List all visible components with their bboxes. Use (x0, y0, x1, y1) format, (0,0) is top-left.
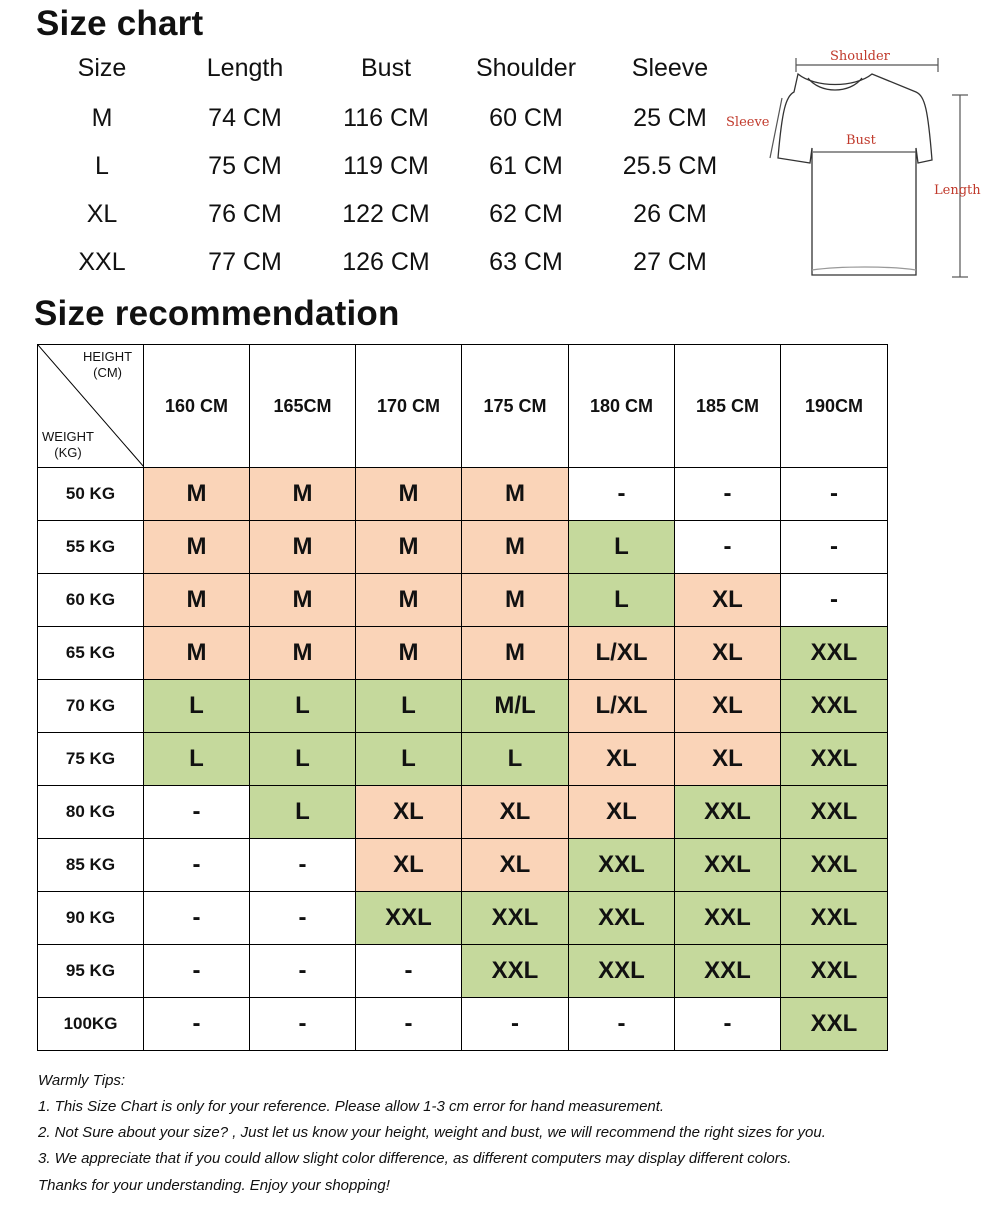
table-row (38, 786, 888, 839)
size-chart-cell: L (95, 152, 109, 180)
weight-label: 50 KG (38, 468, 144, 521)
corner-cell (38, 345, 144, 468)
size-cell: L (462, 733, 569, 786)
table-row (38, 468, 888, 521)
size-cell: - (144, 839, 250, 892)
table-row (38, 627, 888, 680)
size-cell: XL (675, 733, 781, 786)
size-cell: XXL (675, 839, 781, 892)
size-cell: L/XL (569, 627, 675, 680)
tip-line: 2. Not Sure about your size? , Just let us know your height, weight and bust, we will recommend the right sizes for you. (38, 1124, 826, 1141)
size-chart-cell: XXL (78, 248, 126, 276)
sleeve-label: Sleeve (726, 115, 770, 130)
height-header: 190CM (781, 345, 888, 468)
size-cell: XXL (462, 945, 569, 998)
tip-line: 3. We appreciate that if you could allow slight color difference, as different computers may display different colors. (38, 1150, 792, 1167)
height-header: 170 CM (356, 345, 462, 468)
size-recommendation-table (37, 344, 888, 1051)
size-cell: XXL (569, 892, 675, 945)
weight-label: 95 KG (38, 945, 144, 998)
size-cell: M (356, 521, 462, 574)
size-cell: - (144, 786, 250, 839)
size-cell: - (675, 468, 781, 521)
table-row (38, 574, 888, 627)
size-cell: XL (675, 574, 781, 627)
size-cell: M (462, 574, 569, 627)
size-cell: M (356, 627, 462, 680)
size-cell: M (144, 627, 250, 680)
size-chart-cell: 119 CM (343, 152, 429, 180)
length-label: Length (934, 183, 981, 198)
size-cell: XXL (462, 892, 569, 945)
weight-label: 100KG (38, 998, 144, 1051)
size-cell: L (569, 521, 675, 574)
size-chart-cell: 74 CM (208, 104, 282, 132)
size-chart-header: Bust (360, 54, 412, 82)
size-cell: - (250, 892, 356, 945)
size-cell: XXL (675, 945, 781, 998)
weight-label: 70 KG (38, 680, 144, 733)
size-cell: - (356, 945, 462, 998)
table-row (38, 998, 888, 1051)
weight-label: 60 KG (38, 574, 144, 627)
size-chart-cell: 77 CM (208, 248, 282, 276)
tips-heading: Warmly Tips: (38, 1072, 126, 1089)
bust-label: Bust (846, 133, 876, 148)
size-chart-header: Length (206, 54, 284, 82)
size-chart-header: Sleeve (631, 54, 709, 82)
size-cell: XXL (569, 839, 675, 892)
size-cell: - (144, 945, 250, 998)
size-chart-cell: 26 CM (633, 200, 707, 228)
size-chart-cell: 116 CM (343, 104, 429, 132)
size-cell: XL (356, 786, 462, 839)
size-cell: M (144, 574, 250, 627)
size-cell: XXL (569, 945, 675, 998)
size-cell: - (250, 945, 356, 998)
size-cell: XXL (781, 627, 888, 680)
size-cell: - (144, 892, 250, 945)
table-row (38, 945, 888, 998)
size-cell: L (250, 786, 356, 839)
size-cell: M (356, 574, 462, 627)
height-header: 165CM (250, 345, 356, 468)
size-cell: XXL (781, 945, 888, 998)
size-cell: L (569, 574, 675, 627)
tshirt-measurement-diagram (720, 40, 990, 290)
size-cell: XL (569, 733, 675, 786)
size-cell: XL (462, 786, 569, 839)
size-cell: M (250, 521, 356, 574)
height-header: 185 CM (675, 345, 781, 468)
size-cell: XXL (781, 733, 888, 786)
weight-label: 65 KG (38, 627, 144, 680)
table-row (38, 892, 888, 945)
size-cell: M (250, 627, 356, 680)
height-header: 160 CM (144, 345, 250, 468)
size-cell: XXL (356, 892, 462, 945)
size-chart-header: Size (77, 54, 127, 82)
size-cell: M (356, 468, 462, 521)
size-cell: XL (462, 839, 569, 892)
size-chart-cell: 61 CM (489, 152, 563, 180)
size-chart-header: Shoulder (475, 54, 577, 82)
weight-label: 90 KG (38, 892, 144, 945)
table-row (38, 521, 888, 574)
size-chart-cell: 25 CM (633, 104, 707, 132)
size-chart-cell: XL (86, 200, 118, 228)
size-cell: L (144, 733, 250, 786)
size-chart-cell: 27 CM (633, 248, 707, 276)
weight-label: 85 KG (38, 839, 144, 892)
size-cell: L (356, 733, 462, 786)
size-cell: M (250, 574, 356, 627)
size-cell: M/L (462, 680, 569, 733)
size-cell: XXL (781, 998, 888, 1051)
size-cell: XL (569, 786, 675, 839)
size-cell: XXL (675, 892, 781, 945)
size-cell: XXL (781, 786, 888, 839)
tip-line: 1. This Size Chart is only for your reference. Please allow 1-3 cm error for hand measurement. (38, 1098, 665, 1115)
size-cell: M (144, 468, 250, 521)
size-cell: L/XL (569, 680, 675, 733)
size-cell: - (356, 998, 462, 1051)
size-chart-cell: 126 CM (342, 248, 430, 276)
shoulder-label: Shoulder (830, 49, 890, 64)
table-row (38, 839, 888, 892)
size-cell: - (781, 521, 888, 574)
size-cell: L (250, 680, 356, 733)
size-cell: L (356, 680, 462, 733)
size-chart-cell: 63 CM (489, 248, 563, 276)
size-chart-cell: 62 CM (489, 200, 563, 228)
weight-label: 80 KG (38, 786, 144, 839)
size-cell: - (675, 998, 781, 1051)
size-cell: M (462, 627, 569, 680)
size-cell: - (250, 998, 356, 1051)
size-cell: - (781, 574, 888, 627)
size-cell: - (250, 839, 356, 892)
size-chart-cell: 75 CM (208, 152, 282, 180)
size-chart-cell: 25.5 CM (622, 152, 718, 180)
size-chart-cell: 76 CM (208, 200, 282, 228)
height-header-row (38, 345, 888, 468)
size-cell: M (462, 468, 569, 521)
size-cell: XL (675, 680, 781, 733)
size-chart-cell: 122 CM (342, 200, 430, 228)
height-header: 180 CM (569, 345, 675, 468)
size-cell: L (144, 680, 250, 733)
size-cell: M (462, 521, 569, 574)
size-cell: - (569, 468, 675, 521)
table-row (38, 680, 888, 733)
size-recommendation-title: Size recommendation (34, 294, 400, 333)
size-cell: XL (675, 627, 781, 680)
corner-weight-label: WEIGHT (42, 429, 94, 444)
height-header: 175 CM (462, 345, 569, 468)
size-cell: - (462, 998, 569, 1051)
size-cell: - (781, 468, 888, 521)
weight-label: 55 KG (38, 521, 144, 574)
size-cell: XXL (781, 839, 888, 892)
size-cell: - (569, 998, 675, 1051)
size-cell: XXL (781, 892, 888, 945)
size-cell: XXL (781, 680, 888, 733)
weight-label: 75 KG (38, 733, 144, 786)
size-cell: XL (356, 839, 462, 892)
corner-height-unit: (CM) (93, 365, 122, 380)
table-row (38, 733, 888, 786)
size-cell: XXL (675, 786, 781, 839)
size-cell: M (250, 468, 356, 521)
size-chart-cell: 60 CM (489, 104, 563, 132)
size-chart-cell: M (91, 104, 113, 132)
corner-height-label: HEIGHT (83, 349, 133, 364)
size-cell: - (675, 521, 781, 574)
corner-weight-unit: (KG) (54, 445, 82, 460)
size-cell: - (144, 998, 250, 1051)
size-cell: M (144, 521, 250, 574)
size-cell: L (250, 733, 356, 786)
size-chart-title: Size chart (36, 4, 204, 43)
tip-line: Thanks for your understanding. Enjoy your shopping! (38, 1177, 390, 1194)
